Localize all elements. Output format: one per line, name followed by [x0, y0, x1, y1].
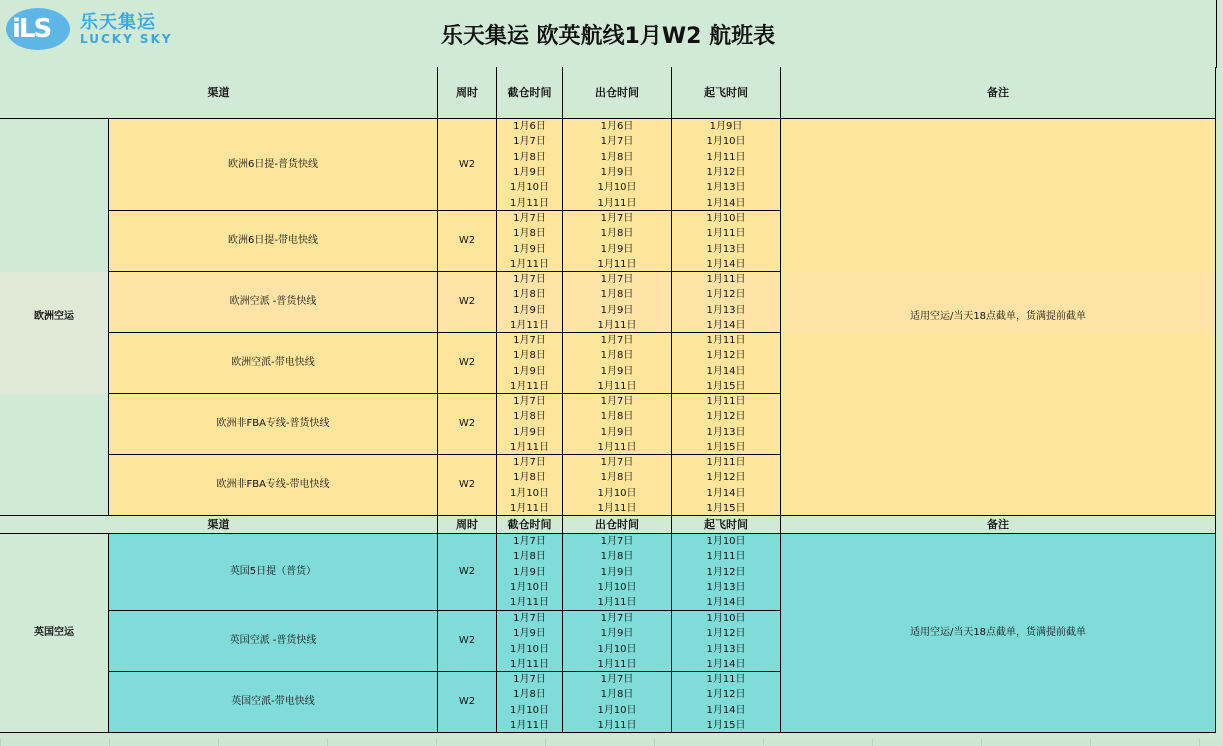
date-value: 1月11日: [509, 319, 550, 331]
date-value: 1月10日: [597, 581, 637, 593]
week-value[interactable]: W2: [438, 119, 497, 211]
date-value: 1月11日: [706, 151, 746, 163]
date-value: 1月12日: [706, 350, 746, 362]
header-channel-column-repeat[interactable]: 渠道: [0, 516, 438, 534]
page-title: 乐天集运 欧英航线1月W2 航班表: [440, 24, 776, 49]
date-value: 1月6日: [513, 121, 546, 132]
date-value: 1月15日: [706, 380, 746, 392]
region-label-text: 英国空运: [34, 627, 74, 638]
channel-name[interactable]: 欧洲非FBA专线-带电快线: [109, 455, 438, 516]
date-value: 1月11日: [509, 197, 550, 209]
channel-name[interactable]: 英国空派-带电快线: [109, 672, 438, 733]
date-value: 1月9日: [513, 365, 546, 377]
date-value: 1月15日: [706, 441, 746, 453]
date-value: 1月8日: [600, 689, 634, 701]
cutoff-dates[interactable]: [497, 394, 563, 455]
logo-english-name: LUCKY SKY: [80, 32, 173, 46]
date-value: 1月10日: [597, 487, 637, 499]
outbound-dates[interactable]: [563, 534, 672, 611]
week-value[interactable]: W2: [438, 272, 497, 333]
date-value: 1月11日: [597, 597, 637, 609]
date-value: 1月10日: [706, 213, 746, 224]
cutoff-dates[interactable]: [497, 211, 563, 272]
channel-name[interactable]: 欧洲6日提-带电快线: [109, 211, 438, 272]
header-week-column[interactable]: 周时: [438, 67, 497, 119]
date-value: 1月14日: [706, 197, 746, 209]
channel-name[interactable]: 英国5日提（普货）: [109, 534, 438, 611]
date-value: 1月8日: [600, 228, 634, 240]
channel-name[interactable]: 欧洲6日提-普货快线: [109, 119, 438, 211]
date-value: 1月10日: [509, 487, 550, 499]
date-value: 1月8日: [600, 551, 634, 563]
date-value: 1月11日: [509, 441, 550, 453]
date-value: 1月7日: [513, 536, 546, 547]
date-value: 1月10日: [509, 182, 550, 194]
sheet-header: [0, 0, 1217, 68]
date-value: 1月14日: [706, 319, 746, 331]
header-departure-column[interactable]: 起飞时间: [672, 67, 781, 119]
date-value: 1月13日: [706, 581, 746, 593]
date-value: 1月8日: [513, 151, 546, 163]
week-value[interactable]: W2: [438, 394, 497, 455]
date-value: 1月11日: [706, 396, 746, 407]
outbound-dates[interactable]: [563, 611, 672, 672]
date-value: 1月9日: [600, 426, 634, 438]
header-channel-column[interactable]: 渠道: [0, 67, 438, 119]
channel-name[interactable]: 欧洲空派-带电快线: [109, 333, 438, 394]
header-outbound-column[interactable]: 出仓时间: [563, 67, 672, 119]
departure-dates[interactable]: [672, 119, 781, 211]
date-value: 1月15日: [706, 502, 746, 514]
header-week-column-repeat[interactable]: 周时: [438, 516, 497, 534]
region-label[interactable]: [0, 534, 109, 733]
date-value: 1月13日: [706, 182, 746, 194]
date-value: 1月11日: [509, 502, 550, 514]
date-value: 1月7日: [513, 674, 546, 685]
date-value: 1月10日: [509, 643, 550, 655]
date-value: 1月6日: [600, 121, 634, 132]
remark-highlight: [781, 272, 1215, 333]
remark-text: 适用空运/当天18点截单，货满提前截单: [909, 311, 1087, 322]
date-value: 1月7日: [600, 136, 634, 148]
date-value: 1月8日: [600, 350, 634, 362]
date-value: 1月8日: [513, 350, 546, 362]
departure-dates[interactable]: [672, 534, 781, 611]
date-value: 1月8日: [513, 689, 546, 701]
date-value: 1月9日: [513, 243, 546, 255]
cutoff-dates[interactable]: [497, 333, 563, 394]
outbound-dates[interactable]: [563, 672, 672, 733]
date-value: 1月7日: [513, 335, 546, 346]
date-value: 1月12日: [706, 628, 746, 640]
date-value: 1月7日: [600, 457, 634, 468]
date-value: 1月10日: [597, 643, 637, 655]
outbound-dates[interactable]: [563, 455, 672, 516]
date-value: 1月11日: [509, 658, 550, 670]
date-value: 1月7日: [600, 274, 634, 285]
date-value: 1月11日: [509, 719, 550, 731]
date-value: 1月11日: [597, 380, 637, 392]
date-value: 1月11日: [706, 228, 746, 240]
date-value: 1月7日: [600, 213, 634, 224]
date-value: 1月7日: [513, 457, 546, 468]
date-value: 1月10日: [706, 613, 746, 624]
date-value: 1月8日: [513, 551, 546, 563]
date-value: 1月8日: [513, 411, 546, 423]
date-value: 1月13日: [706, 643, 746, 655]
date-value: 1月11日: [509, 380, 550, 392]
date-value: 1月11日: [706, 457, 746, 468]
cutoff-dates[interactable]: [497, 455, 563, 516]
date-value: 1月10日: [509, 704, 550, 716]
date-value: 1月9日: [600, 365, 634, 377]
date-value: 1月13日: [706, 304, 746, 316]
cutoff-dates[interactable]: [497, 611, 563, 672]
cutoff-dates[interactable]: [497, 672, 563, 733]
date-value: 1月10日: [509, 581, 550, 593]
date-value: 1月12日: [706, 166, 746, 178]
date-value: 1月8日: [600, 411, 634, 423]
channel-name[interactable]: 欧洲空派 -普货快线: [109, 272, 438, 333]
date-value: 1月9日: [600, 628, 634, 640]
date-value: 1月11日: [597, 719, 637, 731]
remark-cell[interactable]: [781, 119, 1216, 516]
outbound-dates[interactable]: [563, 211, 672, 272]
departure-dates[interactable]: [672, 211, 781, 272]
date-value: 1月7日: [513, 613, 546, 624]
logo-chinese-name: 乐天集运: [80, 12, 156, 33]
date-value: 1月7日: [513, 213, 546, 224]
date-value: 1月11日: [706, 335, 746, 346]
date-value: 1月7日: [600, 335, 634, 346]
channel-name[interactable]: 欧洲非FBA专线-普货快线: [109, 394, 438, 455]
cutoff-dates[interactable]: [497, 119, 563, 211]
date-value: 1月11日: [597, 441, 637, 453]
outbound-dates[interactable]: [563, 394, 672, 455]
date-value: 1月9日: [600, 243, 634, 255]
date-value: 1月9日: [513, 304, 546, 316]
remark-cell[interactable]: [781, 534, 1216, 733]
departure-dates[interactable]: [672, 333, 781, 394]
date-value: 1月7日: [600, 674, 634, 685]
date-value: 1月7日: [513, 274, 546, 285]
header-remark-column-repeat[interactable]: 备注: [781, 516, 1216, 534]
date-value: 1月14日: [706, 597, 746, 609]
date-value: 1月12日: [706, 689, 746, 701]
cutoff-dates[interactable]: [497, 534, 563, 611]
empty-grid-rows: [0, 738, 1223, 746]
week-value[interactable]: W2: [438, 333, 497, 394]
date-value: 1月8日: [600, 289, 634, 301]
cutoff-dates[interactable]: [497, 272, 563, 333]
date-value: 1月9日: [513, 566, 546, 578]
logo-mark-text: iLS: [12, 14, 51, 44]
date-value: 1月11日: [597, 319, 637, 331]
outbound-dates[interactable]: [563, 333, 672, 394]
date-value: 1月11日: [597, 258, 637, 270]
date-value: 1月9日: [513, 628, 546, 640]
date-value: 1月12日: [706, 472, 746, 484]
date-value: 1月7日: [600, 536, 634, 547]
header-remark-column[interactable]: 备注: [781, 67, 1216, 119]
date-value: 1月10日: [706, 536, 746, 547]
date-value: 1月11日: [706, 274, 746, 285]
date-value: 1月12日: [706, 566, 746, 578]
header-cutoff-column-repeat[interactable]: 截仓时间: [497, 516, 563, 534]
date-value: 1月12日: [706, 411, 746, 423]
date-value: 1月8日: [600, 472, 634, 484]
week-value[interactable]: W2: [438, 455, 497, 516]
week-value[interactable]: W2: [438, 211, 497, 272]
date-value: 1月14日: [706, 258, 746, 270]
outbound-dates[interactable]: [563, 272, 672, 333]
date-value: 1月10日: [597, 704, 637, 716]
date-value: 1月11日: [597, 197, 637, 209]
date-value: 1月7日: [513, 136, 546, 148]
date-value: 1月14日: [706, 487, 746, 499]
region-label-text: 欧洲空运: [34, 311, 74, 322]
date-value: 1月11日: [706, 551, 746, 563]
date-value: 1月7日: [513, 396, 546, 407]
date-value: 1月14日: [706, 365, 746, 377]
date-value: 1月13日: [706, 426, 746, 438]
date-value: 1月9日: [513, 166, 546, 178]
header-departure-column-repeat[interactable]: 起飞时间: [672, 516, 781, 534]
week-value[interactable]: W2: [438, 611, 497, 672]
date-value: 1月8日: [513, 289, 546, 301]
date-value: 1月11日: [509, 597, 550, 609]
date-value: 1月11日: [509, 258, 550, 270]
date-value: 1月9日: [600, 166, 634, 178]
departure-dates[interactable]: [672, 672, 781, 733]
date-value: 1月10日: [706, 136, 746, 148]
date-value: 1月8日: [513, 228, 546, 240]
date-value: 1月7日: [600, 613, 634, 624]
departure-dates[interactable]: [672, 272, 781, 333]
date-value: 1月10日: [597, 182, 637, 194]
remark-text: 适用空运/当天18点截单，货满提前截单: [909, 627, 1087, 638]
outbound-dates[interactable]: [563, 119, 672, 211]
date-value: 1月15日: [706, 719, 746, 731]
date-value: 1月7日: [600, 396, 634, 407]
date-value: 1月8日: [513, 472, 546, 484]
week-value[interactable]: W2: [438, 672, 497, 733]
region-label[interactable]: [0, 119, 109, 516]
departure-dates[interactable]: [672, 394, 781, 455]
date-value: 1月13日: [706, 243, 746, 255]
departure-dates[interactable]: [672, 611, 781, 672]
date-value: 1月9日: [600, 566, 634, 578]
header-cutoff-column[interactable]: 截仓时间: [497, 67, 563, 119]
header-outbound-column-repeat[interactable]: 出仓时间: [563, 516, 672, 534]
date-value: 1月8日: [600, 151, 634, 163]
date-value: 1月11日: [597, 658, 637, 670]
date-value: 1月14日: [706, 658, 746, 670]
date-value: 1月9日: [709, 121, 743, 132]
region-label-highlight: [0, 272, 108, 394]
departure-dates[interactable]: [672, 455, 781, 516]
date-value: 1月12日: [706, 289, 746, 301]
week-value[interactable]: W2: [438, 534, 497, 611]
channel-name[interactable]: 英国空派 -普货快线: [109, 611, 438, 672]
date-value: 1月11日: [706, 674, 746, 685]
date-value: 1月9日: [600, 304, 634, 316]
date-value: 1月11日: [597, 502, 637, 514]
date-value: 1月9日: [513, 426, 546, 438]
date-value: 1月14日: [706, 704, 746, 716]
